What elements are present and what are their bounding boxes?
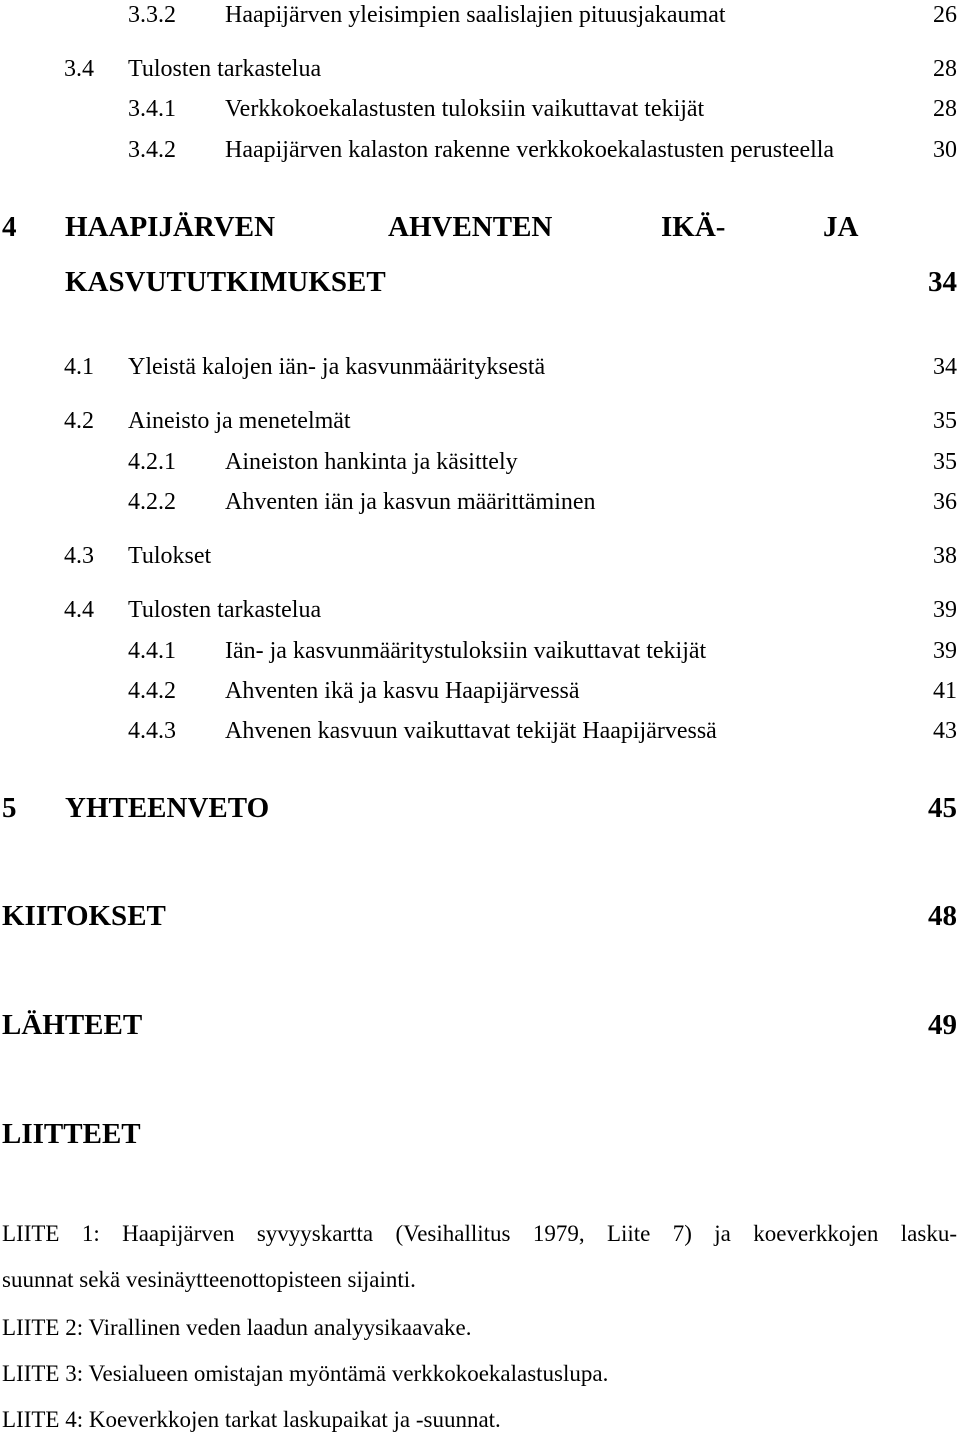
toc-chapter-title-word: IKÄ- (661, 211, 726, 243)
toc-entry-page: 41 (933, 678, 957, 704)
toc-entry-title: Iän- ja kasvunmääritystuloksiin vaikuttavat tekijät (225, 638, 707, 664)
toc-entry-number: 3.4 (64, 56, 94, 82)
toc-entry-page: 28 (933, 56, 957, 82)
toc-entry-title: Tulosten tarkastelua (128, 597, 322, 623)
appendix-4: LIITE 4: Koeverkkojen tarkat laskupaikat ja -suunnat. (2, 1407, 501, 1432)
toc-entry-number: 3.4.2 (128, 137, 176, 163)
toc-entry-page: 28 (933, 96, 957, 122)
toc-entry-title: Aineiston hankinta ja käsittely (225, 449, 518, 475)
toc-section-title: LÄHTEET (2, 1009, 143, 1041)
toc-chapter-page: 45 (928, 792, 957, 824)
toc-entry-number: 4.4.1 (128, 638, 176, 664)
toc-entry-title: Ahventen iän ja kasvun määrittäminen (225, 489, 596, 515)
toc-entry-number: 4.3 (64, 543, 94, 569)
toc-section-title: LIITTEET (2, 1118, 141, 1150)
toc-section-page: 48 (928, 900, 957, 932)
toc-chapter-title: YHTEENVETO (65, 792, 270, 824)
toc-entry-title: Yleistä kalojen iän- ja kasvunmäärityksestä (128, 354, 546, 380)
toc-entry-page: 35 (933, 408, 957, 434)
toc-entry-title: Tulosten tarkastelua (128, 56, 322, 82)
toc-entry-number: 4.2 (64, 408, 94, 434)
toc-entry-number: 4.4.3 (128, 718, 176, 744)
toc-entry-page: 30 (933, 137, 957, 163)
toc-section-title: KIITOKSET (2, 900, 166, 932)
appendix-2: LIITE 2: Virallinen veden laadun analyysikaavake. (2, 1315, 472, 1340)
toc-chapter-title-word: JA (823, 211, 859, 243)
toc-entry-page: 39 (933, 597, 957, 623)
toc-entry-title: Ahventen ikä ja kasvu Haapijärvessä (225, 678, 580, 704)
toc-chapter-title-word: HAAPIJÄRVEN (65, 211, 276, 243)
toc-entry-title: Aineisto ja menetelmät (128, 408, 351, 434)
toc-section-page: 49 (928, 1009, 957, 1041)
toc-chapter-number: 4 (2, 211, 17, 243)
toc-entry-number: 4.4 (64, 597, 94, 623)
toc-chapter-page: 34 (928, 266, 957, 298)
toc-entry-page: 26 (933, 2, 957, 28)
appendix-3: LIITE 3: Vesialueen omistajan myöntämä verkkokoekalastuslupa. (2, 1361, 609, 1386)
toc-entry-number: 4.1 (64, 354, 94, 380)
toc-entry-page: 43 (933, 718, 957, 744)
toc-entry-page: 34 (933, 354, 957, 380)
toc-entry-number: 4.4.2 (128, 678, 176, 704)
toc-entry-page: 35 (933, 449, 957, 475)
toc-chapter-title: KASVUTUTKIMUKSET (65, 266, 386, 298)
toc-entry-page: 39 (933, 638, 957, 664)
toc-entry-page: 36 (933, 489, 957, 515)
toc-entry-title: Tulokset (128, 543, 212, 569)
toc-entry-number: 4.2.2 (128, 489, 176, 515)
toc-entry-number: 3.3.2 (128, 2, 176, 28)
toc-entry-title: Verkkokoekalastusten tuloksiin vaikuttavat tekijät (225, 96, 705, 122)
toc-chapter-number: 5 (2, 792, 17, 824)
toc-entry-number: 4.2.1 (128, 449, 176, 475)
toc-entry-title: Haapijärven yleisimpien saalislajien pituusjakaumat (225, 2, 726, 28)
appendix-1-line-2: suunnat sekä vesinäytteenottopisteen sijainti. (2, 1267, 416, 1292)
toc-entry-number: 3.4.1 (128, 96, 176, 122)
appendix-1-line-1: LIITE 1: Haapijärven syvyyskartta (Vesihallitus 1979, Liite 7) ja koeverkkojen lasku- (2, 1221, 957, 1246)
toc-entry-page: 38 (933, 543, 957, 569)
toc-chapter-title-word: AHVENTEN (388, 211, 553, 243)
toc-entry-title: Haapijärven kalaston rakenne verkkokoekalastusten perusteella (225, 137, 835, 163)
toc-entry-title: Ahvenen kasvuun vaikuttavat tekijät Haapijärvessä (225, 718, 717, 744)
